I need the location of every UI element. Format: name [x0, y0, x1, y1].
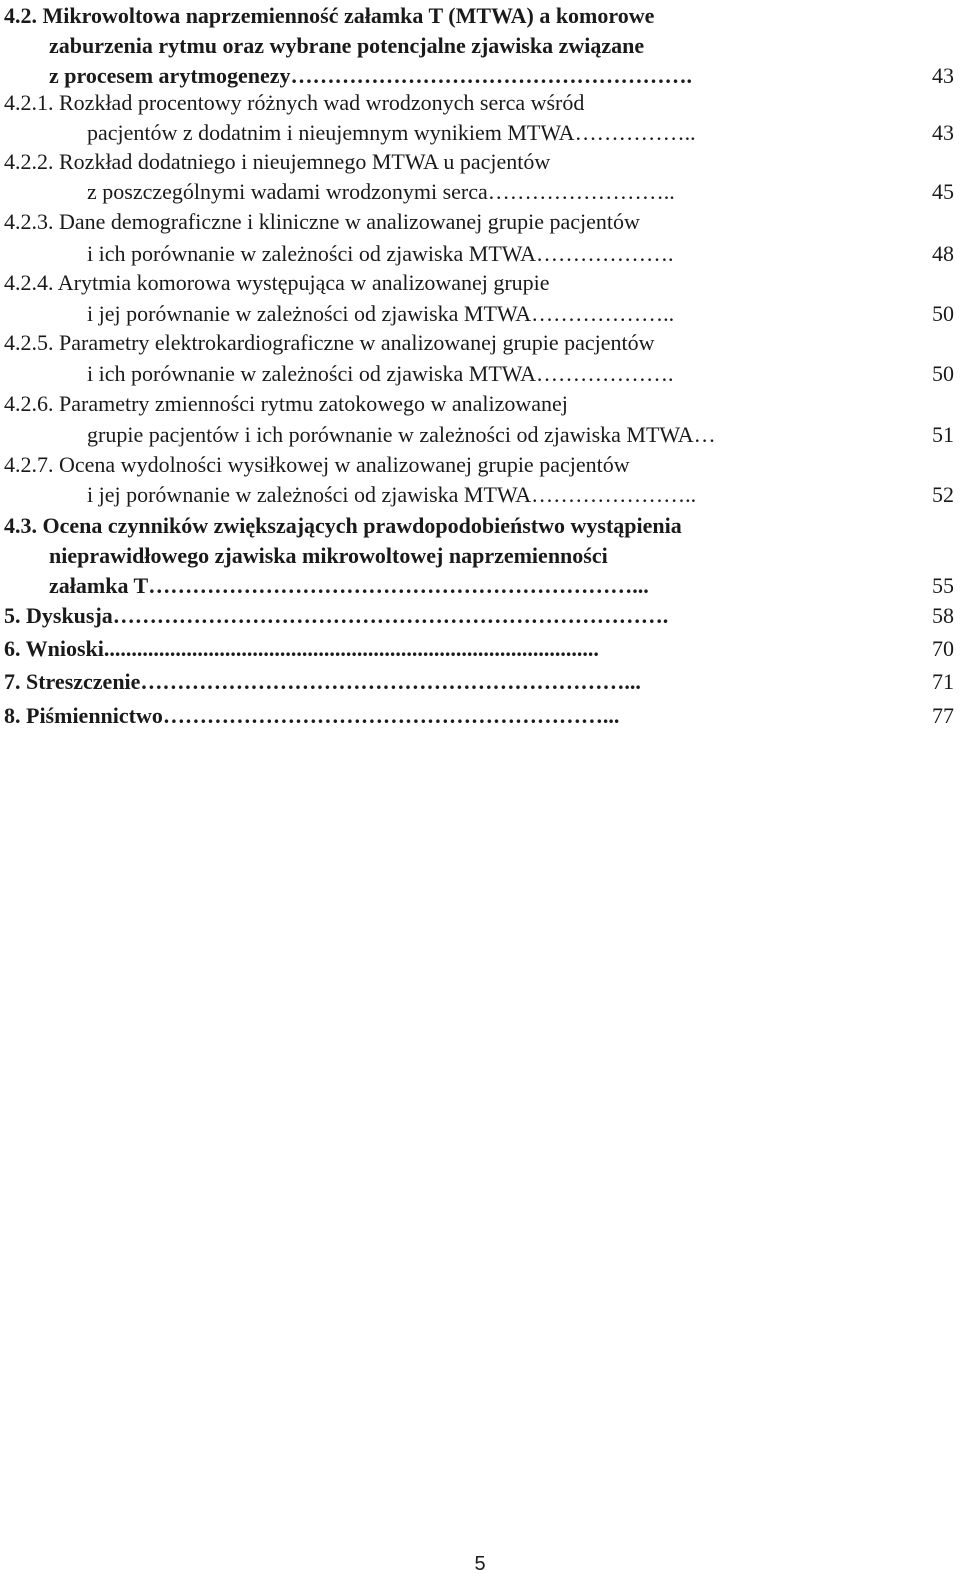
- toc-entry-4-3-line2: [49, 541, 960, 571]
- toc-entry-text: i jej porównanie w zależności od zjawiska MTWA………………..: [87, 301, 675, 326]
- toc-entry-text: 4.2.5. Parametry elektrokardiograficzne w analizowanej grupie pacjentów: [4, 330, 655, 355]
- toc-entry-4-2-3-line2: [87, 239, 960, 269]
- toc-entry-text: 4.2. Mikrowoltowa naprzemienność załamka T (MTWA) a komorowe: [4, 3, 655, 28]
- toc-page-number: 43: [932, 120, 954, 145]
- toc-entry-4-2-4-line1: [4, 268, 960, 298]
- footer-page-number: 5: [474, 1553, 486, 1575]
- toc-entry-5: [4, 601, 960, 631]
- toc-page-number: 51: [932, 422, 954, 447]
- toc-entry-text: 4.2.2. Rozkład dodatniego i nieujemnego MTWA u pacjentów: [4, 149, 551, 174]
- toc-entry-4-2-6-line2: [87, 420, 960, 450]
- toc-page-number: 43: [932, 63, 954, 88]
- toc-entry-text: grupie pacjentów i ich porównanie w zależności od zjawiska MTWA…: [87, 422, 716, 447]
- toc-page-number: 52: [932, 482, 954, 507]
- toc-entry-4-3-line1: [4, 511, 960, 541]
- toc-entry-4-2-line1: [4, 1, 960, 31]
- toc-entry-4-2-2-line2: [87, 177, 960, 207]
- toc-entry-4-2-7-line2: [87, 480, 960, 510]
- toc-page-number: 77: [932, 703, 954, 728]
- toc-page-number: 71: [932, 669, 954, 694]
- toc-page-number: 50: [932, 301, 954, 326]
- toc-entry-text: 4.2.7. Ocena wydolności wysiłkowej w analizowanej grupie pacjentów: [4, 452, 630, 477]
- toc-entry-text: 6. Wnioski..........................................................................................: [4, 636, 599, 661]
- toc-entry-4-3-line3: [49, 571, 960, 601]
- toc-entry-4-2-2-line1: [4, 147, 960, 177]
- toc-entry-text: nieprawidłowego zjawiska mikrowoltowej naprzemienności: [49, 543, 608, 568]
- toc-entry-4-2-1-line2: [87, 118, 960, 148]
- toc-entry-4-2-6-line1: [4, 389, 960, 419]
- toc-page-number: 58: [932, 603, 954, 628]
- toc-entry-text: załamka T…………………………………………………………...: [49, 573, 649, 598]
- toc-entry-8: [4, 701, 960, 731]
- toc-entry-4-2-line2: [49, 31, 960, 61]
- toc-entry-text: i ich porównanie w zależności od zjawiska MTWA……………….: [87, 241, 674, 266]
- toc-entry-4-2-line3: [49, 61, 960, 91]
- toc-entry-text: z poszczególnymi wadami wrodzonymi serca……………………..: [87, 179, 675, 204]
- toc-entry-text: 4.2.6. Parametry zmienności rytmu zatokowego w analizowanej: [4, 391, 568, 416]
- toc-entry-4-2-5-line2: [87, 359, 960, 389]
- toc-entry-text: 5. Dyskusja………………………………………………………………….: [4, 603, 669, 628]
- toc-entry-text: 4.3. Ocena czynników zwiększających prawdopodobieństwo wystąpienia: [4, 513, 682, 538]
- toc-entry-text: 4.2.3. Dane demograficzne i kliniczne w analizowanej grupie pacjentów: [4, 209, 640, 234]
- toc-page-number: 55: [932, 573, 954, 598]
- toc-entry-text: z procesem arytmogenezy……………………………………………….: [49, 63, 692, 88]
- toc-entry-text: i ich porównanie w zależności od zjawiska MTWA……………….: [87, 361, 674, 386]
- toc-entry-text: 4.2.1. Rozkład procentowy różnych wad wrodzonych serca wśród: [4, 90, 585, 115]
- toc-page-number: 48: [932, 241, 954, 266]
- toc-entry-text: pacjentów z dodatnim i nieujemnym wynikiem MTWA……………..: [87, 120, 696, 145]
- toc-entry-text: zaburzenia rytmu oraz wybrane potencjalne zjawiska związane: [49, 33, 645, 58]
- toc-entry-text: 7. Streszczenie…………………………………………………………...: [4, 669, 641, 694]
- toc-entry-6: [4, 634, 960, 664]
- toc-entry-text: i jej porównanie w zależności od zjawiska MTWA…………………..: [87, 482, 697, 507]
- toc-page-number: 70: [932, 636, 954, 661]
- toc-page-number: 50: [932, 361, 954, 386]
- toc-entry-text: 4.2.4. Arytmia komorowa występująca w analizowanej grupie: [4, 270, 550, 295]
- toc-entry-4-2-4-line2: [87, 299, 960, 329]
- toc-entry-text: 8. Piśmiennictwo……………………………………………………...: [4, 703, 620, 728]
- toc-entry-7: [4, 667, 960, 697]
- toc-entry-4-2-1-line1: [4, 88, 960, 118]
- toc-entry-4-2-3-line1: [4, 207, 960, 237]
- toc-entry-4-2-7-line1: [4, 450, 960, 480]
- toc-page-number: 45: [932, 179, 954, 204]
- toc-entry-4-2-5-line1: [4, 328, 960, 358]
